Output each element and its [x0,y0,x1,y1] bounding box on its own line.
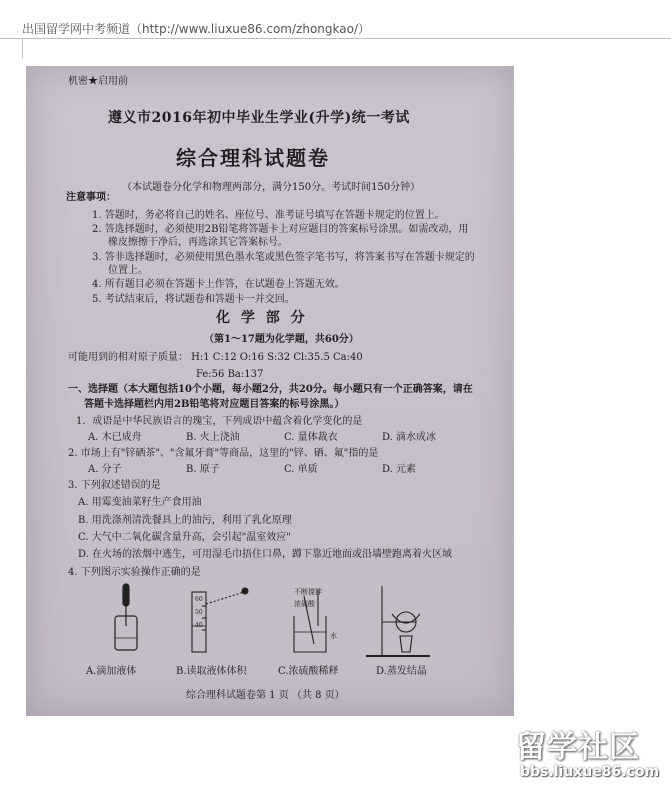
atomic-mass-line: 可能用到的相对原子质量： H:1 C:12 O:16 S:32 Cl:35.5 Ca:40 [68,352,363,363]
question-3: 3. 下列叙述错误的是 [68,480,161,491]
option: A. 分子 [88,464,122,475]
option: C. 量体裁衣 [284,432,338,443]
question-1: 1．成语是中华民族语言的瑰宝，下列成语中蕴含着化学变化的是 [76,416,363,427]
option: B. 火上浇油 [186,432,240,443]
option: D. 滴水成冰 [382,432,437,443]
option: A. 用霉变油菜籽生产食用油 [78,497,202,508]
exam-paper-photo [26,66,514,716]
option: A. 木已成舟 [88,432,142,443]
notice-item: 橡皮擦擦干净后，再选涂其它答案标号。 [108,237,288,248]
site-header-text: 出国留学网中考频道（http://www.liuxue86.com/zhongkao/） [22,22,370,36]
notice-item: 1. 答题时，务必将自己的姓名、座位号、准考证号填写在答题卡规定的位置上。 [92,210,445,221]
atomic-mass-line: Fe:56 Ba:137 [196,369,264,380]
lab-illustrations [26,66,514,716]
chem-heading: 化 学 部 分 [216,310,308,326]
acid-label: 浓硫酸 [294,600,315,608]
stir-label: 不断搅拌 [294,588,322,596]
exam-title: 遵义市2016年初中毕业生学业(升学)统一考试 [108,110,410,126]
watermark-url: bbs.liuxue86.com [520,764,660,780]
notice-item: 5. 考试结束后，将试题卷和答题卡一并交回。 [92,294,295,305]
question-2: 2. 市场上有"锌硒茶"、"含氟牙膏"等商品，这里的"锌、硒、氟"指的是 [68,448,379,459]
exam-note: （本试题卷分化学和物理两部分，满分150分。考试时间150分钟） [122,182,421,193]
figure-caption: D.蒸发结晶 [376,666,427,677]
figure-caption: A.滴加液体 [86,666,137,677]
option: B. 用洗涤剂清洗餐具上的油污，利用了乳化原理 [78,515,292,526]
option: C. 单质 [284,464,318,475]
option: C. 大气中二氧化碳含量升高，会引起"温室效应" [78,532,291,543]
water-label: 水 [330,632,337,640]
option: D. 在火场的浓烟中逃生，可用湿毛巾捂住口鼻，蹲下靠近地面或沿墙壁跑离着火区域 [78,549,453,560]
figure-caption: B.读取液体体积 [176,666,247,677]
evaporation-illustration [366,586,430,656]
section-heading-cont: 答题卡选择题栏内用2B铅笔将对应题目答案的标号涂黑。） [84,399,345,410]
scale-label: 40 [195,622,203,629]
option: D. 元素 [382,464,417,475]
dropper-illustration [115,584,137,650]
notice-title: 注意事项： [66,192,116,203]
option: B. 原子 [186,464,220,475]
notice-item: 位置上。 [108,265,148,276]
watermark-brand: 留学社区 [516,730,640,765]
header-divider [0,38,671,39]
scale-label: 60 [195,596,203,603]
figure-caption: C.浓硫酸稀释 [278,666,339,677]
question-4: 4. 下列图示实验操作正确的是 [68,567,201,578]
notice-item: 3. 答非选择题时，必须使用黑色墨水笔或黑色签字笔书写，将答案书写在答题卡规定的 [92,252,475,263]
scale-label: 50 [195,609,203,616]
secret-mark: 机密★启用前 [68,76,128,87]
section-heading: 一、选择题（本大题包括10个小题，每小题2分，共20分。每小题只有一个正确答案，请在 [68,384,473,395]
notice-item: 4. 所有题目必须在答题卡上作答，在试题卷上答题无效。 [92,279,345,290]
notice-item: 2. 答选择题时，必须使用2B铅笔将答题卡上对应题目的答案标号涂黑。如需改动，用 [92,224,469,235]
header-corner-mark [22,38,23,58]
exam-subtitle: 综合理科试题卷 [176,146,330,170]
chem-subheading: （第1～17题为化学题，共60分） [204,334,359,345]
page-footer: 综合理科试题卷第 1 页 （共 8 页） [186,690,345,701]
